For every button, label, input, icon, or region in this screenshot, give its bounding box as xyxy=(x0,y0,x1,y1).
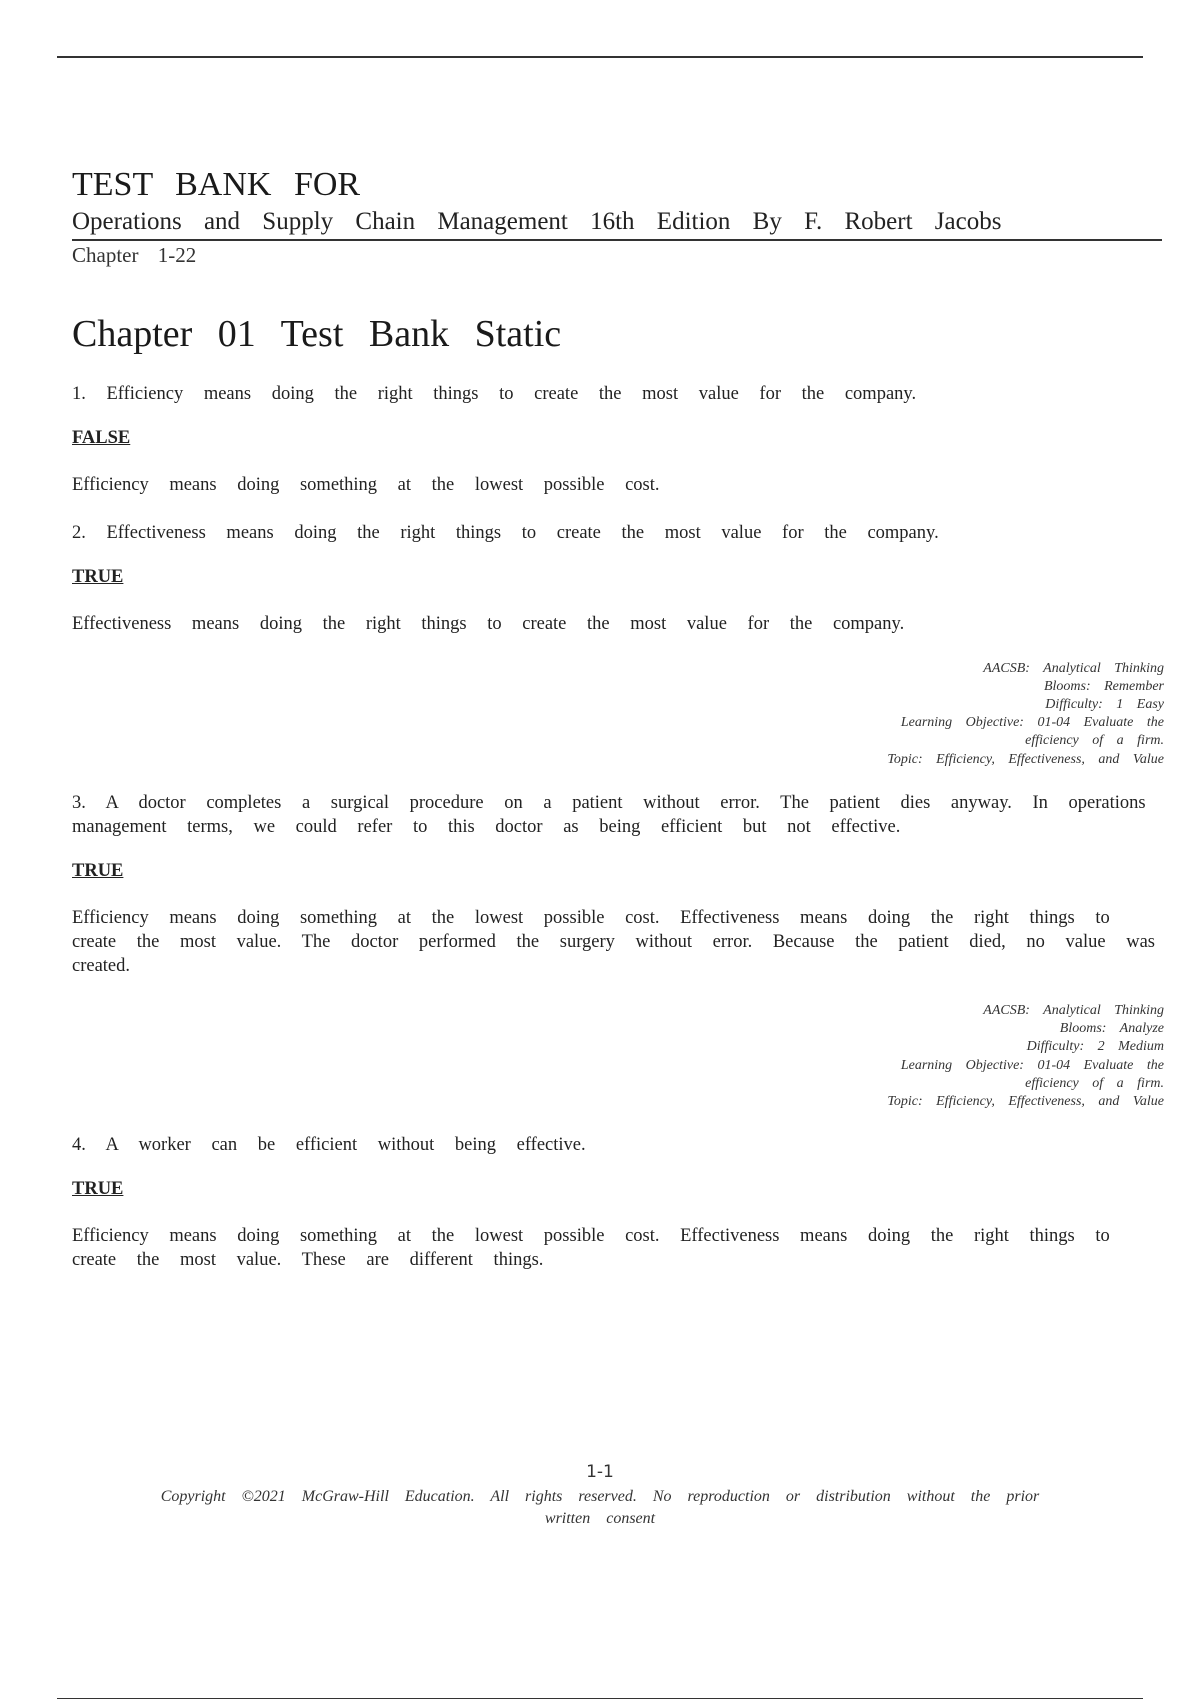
bottom-rule xyxy=(57,1698,1143,1699)
question-block xyxy=(72,521,1162,769)
topic-tag: Topic: Efficiency, Effectiveness, and Value xyxy=(887,1093,1164,1109)
document-title: TEST BANK FOR xyxy=(72,166,361,203)
explanation-text: Efficiency means doing something at the lowest possible cost. xyxy=(72,474,660,495)
answer-label: FALSE xyxy=(72,427,131,448)
explanation-text: Efficiency means doing something at the lowest possible cost. Effectiveness means doing the right things to create the most value. The doctor performed the surgery without error. Because the patient died, no value was created. xyxy=(72,907,1155,976)
answer-label: TRUE xyxy=(72,860,124,881)
chapter-range: Chapter 1-22 xyxy=(72,242,197,267)
question-block xyxy=(72,382,1162,497)
difficulty-tag: Difficulty: 1 Easy xyxy=(1045,697,1164,713)
answer-label: TRUE xyxy=(72,1179,124,1200)
explanation-text: Effectiveness means doing the right things to create the most value for the company. xyxy=(72,613,905,634)
top-rule xyxy=(57,56,1143,58)
blooms-tag: Blooms: Remember xyxy=(1043,678,1164,694)
question-text: 1. Efficiency means doing the right things to create the most value for the company. xyxy=(72,383,917,404)
question-metadata xyxy=(874,660,1164,769)
question-text: 2. Effectiveness means doing the right things to create the most value for the company. xyxy=(72,522,939,543)
copyright-notice: Copyright ©2021 McGraw-Hill Education. All rights reserved. No reproduction or distribution without the prior written consent xyxy=(160,1488,1040,1528)
aacsb-tag: AACSB: Analytical Thinking xyxy=(983,1003,1164,1019)
difficulty-tag: Difficulty: 2 Medium xyxy=(1026,1039,1164,1055)
explanation-text: Efficiency means doing something at the lowest possible cost. Effectiveness means doing the right things to create the most value. These are different things. xyxy=(72,1226,1110,1271)
question-text: 3. A doctor completes a surgical procedure on a patient without error. The patient dies anyway. In operations management terms, we could refer to this doctor as being efficient but not effective. xyxy=(72,792,1146,837)
question-text: 4. A worker can be efficient without being effective. xyxy=(72,1135,586,1156)
topic-tag: Topic: Efficiency, Effectiveness, and Value xyxy=(887,751,1164,767)
learning-objective-tag: Learning Objective: 01-04 Evaluate the efficiency of a firm. xyxy=(900,715,1164,749)
book-title: Operations and Supply Chain Management 16th Edition By F. Robert Jacobs xyxy=(72,206,1162,241)
question-block xyxy=(72,791,1162,1111)
answer-label: TRUE xyxy=(72,566,124,587)
question-block xyxy=(72,1133,1162,1272)
blooms-tag: Blooms: Analyze xyxy=(1059,1021,1164,1037)
page-content xyxy=(72,168,1162,1296)
page-footer xyxy=(57,1462,1143,1531)
page-number: 1-1 xyxy=(586,1462,614,1482)
question-metadata xyxy=(874,1002,1164,1111)
aacsb-tag: AACSB: Analytical Thinking xyxy=(983,660,1164,676)
chapter-heading: Chapter 01 Test Bank Static xyxy=(72,312,562,355)
learning-objective-tag: Learning Objective: 01-04 Evaluate the efficiency of a firm. xyxy=(900,1057,1164,1091)
